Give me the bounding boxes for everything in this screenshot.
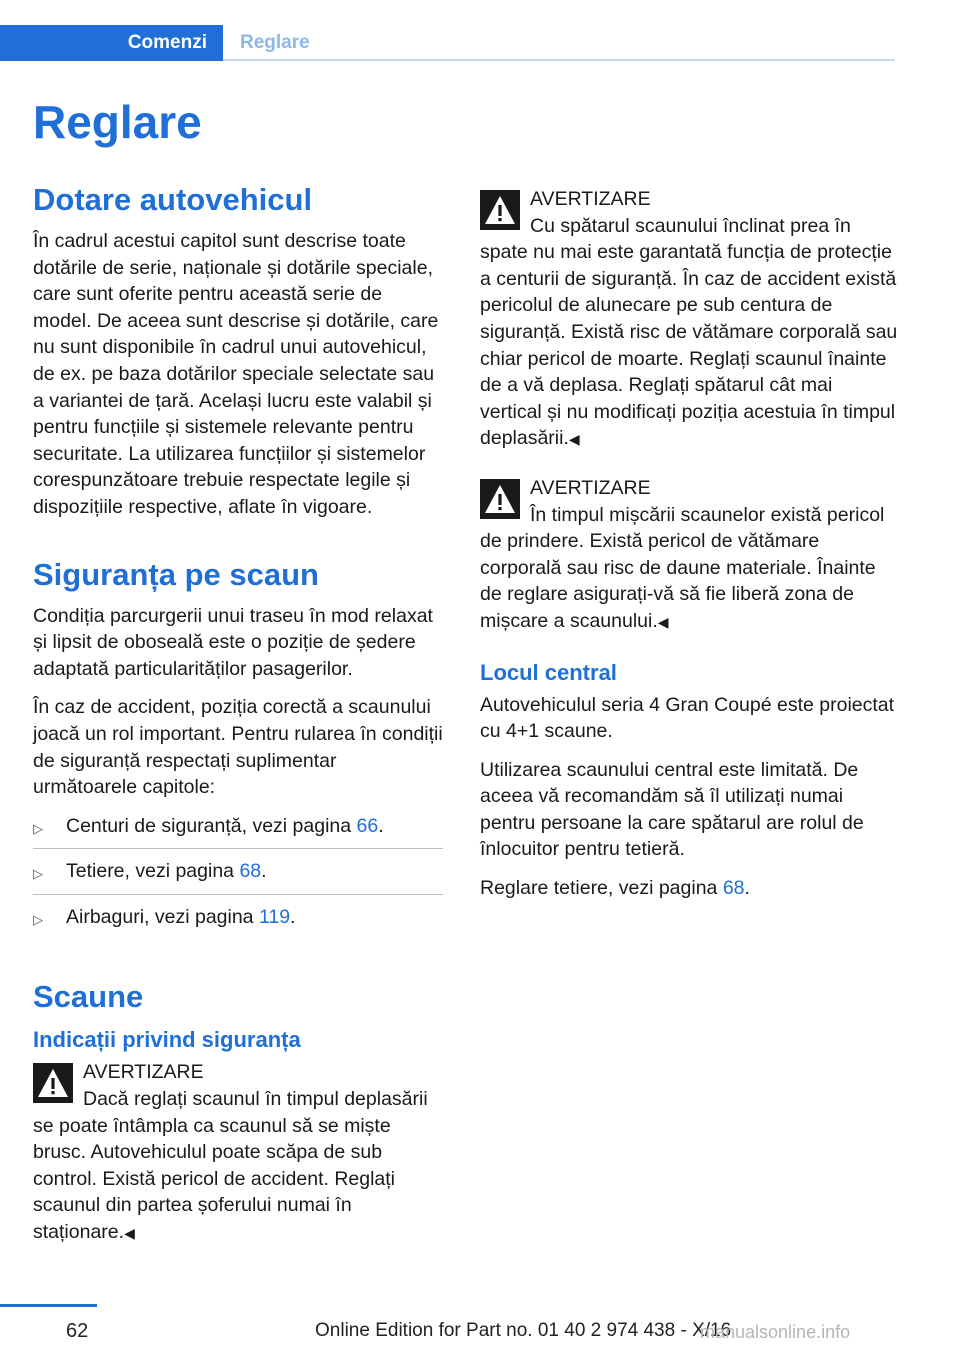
- paragraph-locul-3-end: .: [744, 877, 750, 900]
- tab-comenzi[interactable]: Comenzi: [0, 25, 223, 61]
- paragraph-siguranta-1: Condiția parcurgerii unui traseu în mod relaxat și lipsit de oboseală este o poziție de ședere adaptată particularităților pasagerilor.: [33, 604, 433, 680]
- page-link-68[interactable]: 68: [239, 860, 262, 883]
- page-link-119[interactable]: 119: [258, 905, 291, 928]
- warning-text: În timpul mișcării scaunelor există pericol de prindere. Există pericol de vătămare corporală sau risc de daune materiale. Înainte de reglare asigurați-vă să fie liberă zona de mișcare a scaunului.: [480, 503, 885, 632]
- paragraph-dotare: În cadrul acestui capitol sunt descrise toate dotările de serie, naționale și dotările speciale, care sunt oferite pentru această serie de model. De aceea sunt descrise și dotările, care nu sunt disponibile în cadrul unui autovehicul, de ex. pe baza dotărilor speciale selectate sau a variantei de țară. Același lucru este valabil și pentru funcțiile și sistemele relevante pentru securitate. La utilizarea funcțiilor și sistemelor corespunzătoare trebuie respectate legile și dispozițiile respective, aflate în vigoare.: [33, 230, 439, 518]
- page-link-68[interactable]: 68: [722, 877, 745, 900]
- tab-bar: [0, 25, 895, 61]
- warning-label: AVERTIZARE: [530, 476, 651, 499]
- list-item-text: Airbaguri, vezi pagina: [66, 905, 259, 928]
- heading-siguranta: Siguranța pe scaun: [33, 556, 319, 592]
- left-column: [33, 178, 443, 1261]
- warning-triangle-icon: [33, 1063, 73, 1103]
- list-item: [33, 894, 443, 940]
- paragraph-locul-1: Autovehiculul seria 4 Gran Coupé este proiectat cu 4+1 scaune.: [480, 693, 895, 743]
- paragraph-siguranta-2: În caz de accident, poziția corectă a scaunului joacă un rol important. Pentru rularea în condiții de siguranță respectați suplimentar următoarele capitole:: [33, 696, 443, 799]
- triangle-bullet-icon: ▷: [33, 866, 43, 882]
- list-item: [33, 848, 443, 894]
- tab-underline: [223, 59, 895, 61]
- heading-scaune: Scaune: [33, 979, 144, 1015]
- tab-reglare[interactable]: Reglare: [240, 32, 310, 53]
- triangle-bullet-icon: ▷: [33, 911, 43, 927]
- watermark: manualsonline.info: [700, 1322, 851, 1342]
- heading-dotare: Dotare autovehicul: [33, 182, 313, 217]
- warning-text: Cu spătarul scaunului înclinat prea în spate nu mai este garantată funcția de protecție a centurii de siguranță. În caz de accident există pericolul de alunecare pe sub centura de siguranță. Există risc de vătămare corporală sau chiar pericol de moarte. Reglați scaunul înainte de a vă deplasa. Reglați spătarul cât mai vertical și nu modificați poziția acestuia în timpul deplasării.: [480, 214, 898, 450]
- end-mark-icon: ◀: [568, 431, 580, 448]
- footer-rule: [0, 1304, 97, 1307]
- list-item: [33, 813, 443, 849]
- warning-block: [480, 186, 898, 453]
- end-mark-icon: ◀: [124, 1225, 135, 1242]
- warning-block: [480, 475, 898, 636]
- paragraph-locul-3-text: Reglare tetiere, vezi pagina: [480, 877, 723, 900]
- paragraph-locul-3: [480, 875, 898, 902]
- page-number: 62: [66, 1320, 89, 1342]
- page-link-66[interactable]: 66: [356, 814, 379, 837]
- list-item-text: Centuri de siguranță, vezi pagina: [66, 814, 357, 837]
- subheading-locul-central: Locul central: [480, 659, 617, 685]
- warning-text: Dacă reglați scaunul în timpul deplasării se poate întâmpla ca scaunul să se miște brusc. Autovehiculul poate scăpa de sub control. Există pericol de accident. Reglați scaunul din partea șoferului numai în staționare.: [33, 1088, 428, 1244]
- edition-note: Online Edition for Part no. 01 40 2 974 438 - X/16: [315, 1320, 732, 1341]
- subheading-indicatii: Indicații privind siguranța: [33, 1027, 301, 1053]
- triangle-bullet-icon: ▷: [33, 820, 43, 836]
- list-item-end: .: [378, 814, 384, 837]
- list-item-end: .: [290, 905, 296, 928]
- page-title: Reglare: [33, 96, 202, 148]
- paragraph-locul-2: Utilizarea scaunului central este limitată. De aceea vă recomandăm să îl utilizați numai pentru persoane la care spătarul are rolul de înlocuitor pentru tetieră.: [480, 758, 864, 861]
- list-item-text: Tetiere, vezi pagina: [66, 860, 240, 883]
- warning-label: AVERTIZARE: [83, 1061, 204, 1084]
- warning-triangle-icon: [480, 479, 520, 519]
- chapter-list: [33, 813, 443, 940]
- warning-block: [33, 1059, 443, 1246]
- list-item-end: .: [261, 860, 267, 883]
- warning-label: AVERTIZARE: [530, 188, 651, 210]
- end-mark-icon: ◀: [657, 613, 669, 630]
- right-column: [480, 186, 898, 914]
- warning-triangle-icon: [480, 190, 520, 230]
